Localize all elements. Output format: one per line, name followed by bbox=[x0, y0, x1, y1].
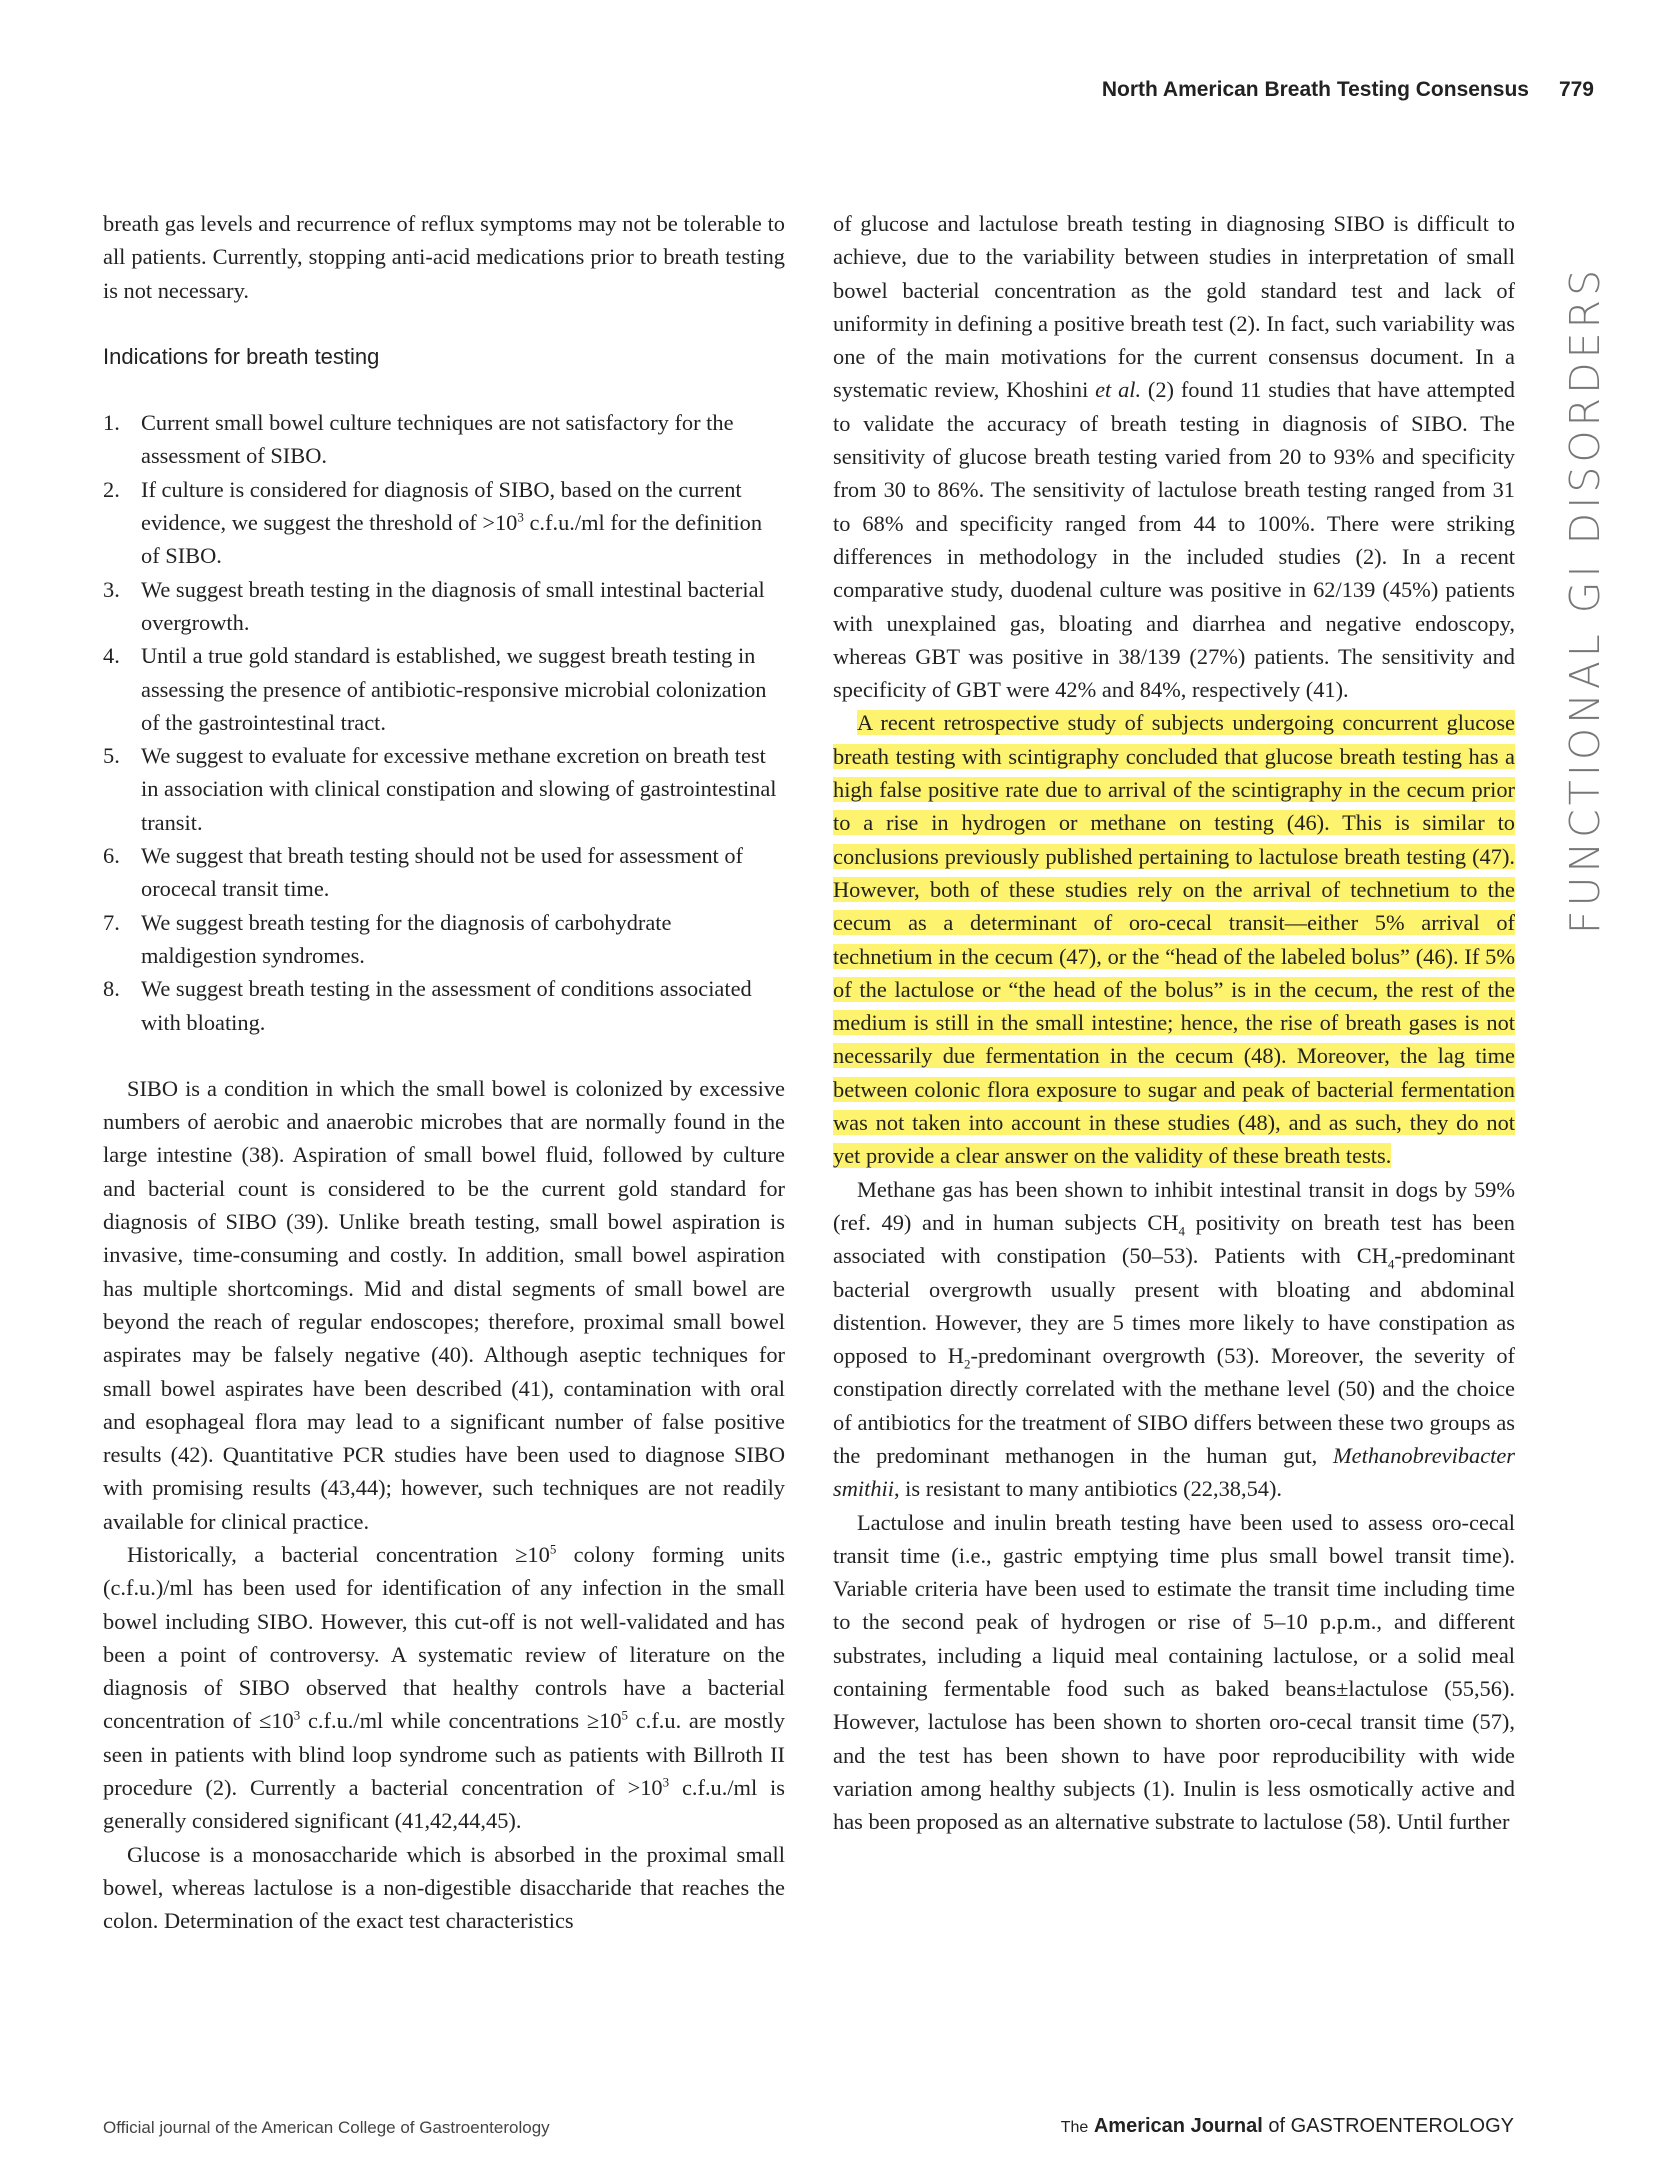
body-paragraph: Methane gas has been shown to inhibit intestinal transit in dogs by 59% (ref. 49) and in human subjects $CH_4$ positivity on breath test has been associated with constipation (50–53). Patients with $CH_4$-predominant bacterial overgrowth usually present with bloating and abdominal distention. However, they are 5 times more likely to have constipation as opposed to $H_2$-predominant overgrowth (53). Moreover, the severity of constipation directly correlated with the methane level (50) and the choice of antibiotics for the treatment of SIBO differs between these two groups as the predominant methanogen in the human gut, Methanobrevibacter smithii, is resistant to many antibiotics (22,38,54). bbox=[833, 1176, 1515, 1502]
body-paragraph: Lactulose and inulin breath testing have been used to assess oro-cecal transit time (i.e., gastric emptying time plus small bowel transit time). Variable criteria have been used to estimate the transit time including time to the second peak of hydrogen or rise of 5–10 p.p.m., and different substrates, including a liquid meal containing lactulose, or a solid meal containing fermentable food such as baked beans±lactulose (55,56). However, lactulose has been shown to shorten oro-cecal transit time (57), and the test has been shown to have poor reproducibility with wide variation among healthy subjects (1). Inulin is less osmotically active and has been proposed as an alternative substrate to lactulose (58). Until further bbox=[833, 1509, 1515, 1835]
footer-journal: The American Journal of GASTROENTEROLOGY bbox=[1060, 2115, 1514, 2137]
list-item: 6. We suggest that breath testing should not be used for assessment of orocecal transit time. bbox=[103, 843, 744, 902]
running-title: North American Breath Testing Consensus bbox=[1101, 78, 1529, 101]
body-paragraph: Glucose is a monosaccharide which is absorbed in the proximal small bowel, whereas lactulose is a non-digestible disaccharide that reaches the colon. Determination of the exact test characteristics bbox=[103, 1841, 785, 1934]
list-item: 1. Current small bowel culture techniques are not satisfactory for the assessment of SIBO. bbox=[103, 410, 734, 469]
running-header bbox=[900, 78, 1594, 102]
body-paragraph: SIBO is a condition in which the small bowel is colonized by excessive numbers of aerobic and anaerobic microbes that are normally found in the large intestine (38). Aspiration of small bowel fluid, followed by culture and bacterial count is considered to be the current gold standard for diagnosis of SIBO (39). Unlike breath testing, small bowel aspiration is invasive, time-consuming and costly. In addition, small bowel aspiration has multiple shortcomings. Mid and distal segments of small bowel are beyond the reach of regular endoscopes; therefore, proximal small bowel aspirates may be falsely negative (40). Although aseptic techniques for small bowel aspirates have been described (41), contamination with oral and esophageal flora may lead to a significant number of false positive results (42). Quantitative PCR studies have been used to diagnose SIBO with promising results (43,44); however, such techniques are not readily available for clinical practice. bbox=[103, 1075, 785, 1534]
list-item: 5. We suggest to evaluate for excessive methane excretion on breath test in association with clinical constipation and slowing of gastrointestinal transit. bbox=[103, 743, 777, 835]
right-column bbox=[833, 207, 1515, 1839]
list-item: 8. We suggest breath testing in the assessment of conditions associated with bloating. bbox=[103, 976, 752, 1035]
body-paragraph: Historically, a bacterial concentration $\ge 10^5$ colony forming units (c.f.u.)/ml has been used for identification of any infection in the small bowel including SIBO. However, this cut-off is not well-validated and has been a point of controversy. A systematic review of literature on the diagnosis of SIBO observed that healthy controls have a bacterial concentration of $\le 10^3$ c.f.u./ml while concentrations $\ge 10^5$ c.f.u. are mostly seen in patients with blind loop syndrome such as patients with Billroth II procedure (2). Currently a bacterial concentration of $>10^3$ c.f.u./ml is generally considered significant (41,42,44,45). bbox=[103, 1541, 785, 1834]
highlighted-paragraph bbox=[833, 706, 1515, 1172]
intro-paragraph: breath gas levels and recurrence of reflux symptoms may not be tolerable to all patients. Currently, stopping anti-acid medications prior to breath testing is not necessary. bbox=[103, 211, 785, 303]
body-paragraph: of glucose and lactulose breath testing in diagnosing SIBO is difficult to achieve, due to the variability between studies in interpretation of small bowel bacterial concentration as the gold standard test and lack of uniformity in defining a positive breath test (2). In fact, such variability was one of the main motivations for the current consensus document. In a systematic review, Khoshini et al. (2) found 11 studies that have attempted to validate the accuracy of breath testing in diagnosis of SIBO. The sensitivity of glucose breath testing varied from 20 to 93% and specificity from 30 to 86%. The sensitivity of lactulose breath testing ranged from 31 to 68% and specificity ranged from 44 to 100%. There were striking differences in methodology in the included studies (2). In a recent comparative study, duodenal culture was positive in 62/139 (45%) patients with unexplained gas, bloating and diarrhea and negative endoscopy, whereas GBT was positive in 38/139 (27%) patients. The sensitivity and specificity of GBT were 42% and 84%, respectively (41). bbox=[833, 211, 1515, 703]
list-item: 3. We suggest breath testing in the diagnosis of small intestinal bacterial overgrowth. bbox=[103, 576, 765, 635]
left-column bbox=[103, 207, 785, 1938]
highlight[interactable]: A recent retrospective study of subjects undergoing concurrent glucose breath testing with scintigraphy concluded that glucose breath testing has a high false positive rate due to arrival of the scintigraphy in the cecum prior to a rise in hydrogen or methane on testing (46). This is similar to conclusions previously published pertaining to lactulose breath testing (47). However, both of these studies rely on the arrival of technetium to the cecum as a determinant of oro-cecal transit—either 5% arrival of technetium in the cecum (47), or the “head of the labeled bolus” (46). If 5% of the lactulose or “the head of the bolus” is in the cecum, the rest of the medium is still in the small intestine; hence, the rise of breath gases is not necessarily due fermentation in the cecum (48). Moreover, the lag time between colonic flora exposure to sugar and peak of bacterial fermentation was not taken into account in these studies (48), and as such, they do not yet provide a clear answer on the validity of these breath tests. bbox=[833, 710, 1515, 1169]
section-heading: Indications for breath testing bbox=[103, 343, 380, 369]
section-label: FUNCTIONAL GI DISORDERS bbox=[1561, 265, 1609, 935]
section-sidebar bbox=[1555, 265, 1615, 935]
footer-left: Official journal of the American College of Gastroenterology bbox=[103, 2118, 550, 2137]
list-item: 2. If culture is considered for diagnosis of SIBO, based on the current evidence, we suggest the threshold of $>10^3$ c.f.u./ml for the definition of SIBO. bbox=[103, 476, 763, 569]
list-item: 7. We suggest breath testing for the diagnosis of carbohydrate maldigestion syndromes. bbox=[103, 909, 672, 968]
page-number: 779 bbox=[1558, 78, 1594, 101]
indications-list bbox=[103, 406, 785, 1039]
list-item: 4. Until a true gold standard is established, we suggest breath testing in assessing the presence of antibiotic-responsive microbial colonization of the gastrointestinal tract. bbox=[103, 643, 767, 735]
